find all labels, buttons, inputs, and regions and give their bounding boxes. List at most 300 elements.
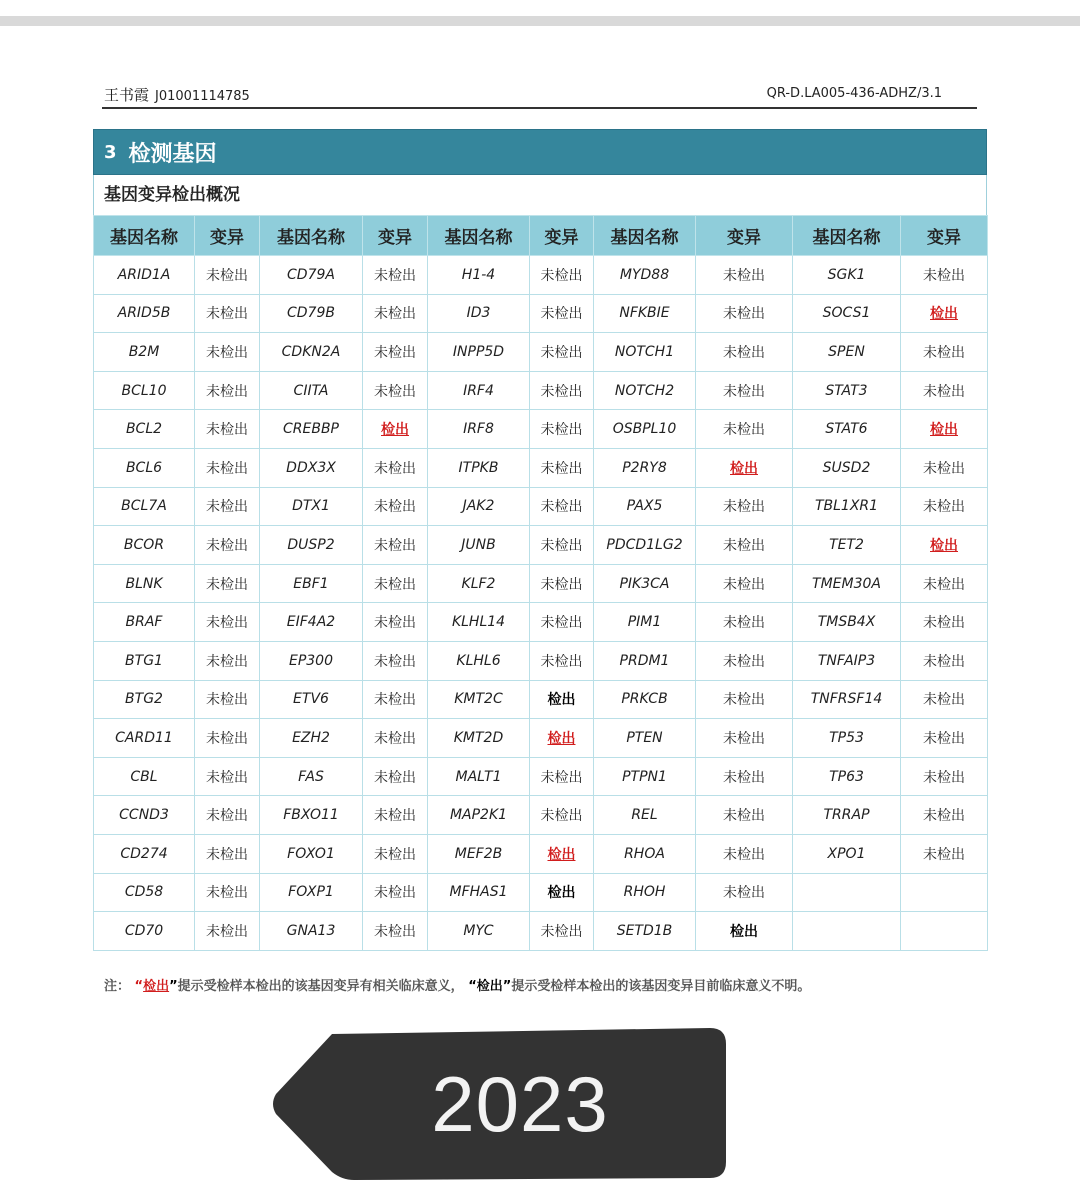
mutation-status: 未检出 [923, 576, 965, 593]
mutation-status: 未检出 [206, 653, 248, 670]
mutation-status-cell [363, 526, 428, 565]
mutation-status-cell [363, 487, 428, 526]
gene-name-cell: BCL6 [94, 448, 195, 487]
gene-name-cell: MALT1 [428, 757, 530, 796]
detected-genes-section [93, 129, 987, 951]
mutation-status: 未检出 [723, 653, 765, 670]
mutation-status: 未检出 [374, 653, 416, 670]
section-title-bar [93, 129, 987, 175]
mutation-status-cell [363, 448, 428, 487]
mutation-status-cell [901, 564, 988, 603]
mutation-status-cell [195, 641, 260, 680]
gene-name-cell: PRKCB [594, 680, 696, 719]
mutation-status-cell [195, 487, 260, 526]
gene-name-cell: NOTCH1 [594, 333, 696, 372]
document-code: QR-D.LA005-436-ADHZ/3.1 [766, 86, 942, 101]
gene-name-cell: TNFAIP3 [793, 641, 901, 680]
col-header-gene: 基因名称 [94, 216, 195, 256]
mutation-status: 未检出 [540, 460, 583, 477]
mutation-status-cell [363, 410, 428, 449]
gene-name-cell: PDCD1LG2 [594, 526, 696, 565]
gene-name-cell: CD274 [94, 834, 195, 873]
mutation-status: 未检出 [206, 808, 248, 825]
mutation-status: 未检出 [206, 383, 248, 400]
gene-name-cell: INPP5D [428, 333, 530, 372]
mutation-status: 未检出 [206, 769, 248, 786]
gene-name-cell: CD58 [94, 873, 195, 912]
mutation-status-cell [530, 448, 594, 487]
mutation-status: 未检出 [206, 692, 248, 709]
mutation-status-cell [696, 680, 793, 719]
mutation-status: 未检出 [923, 730, 965, 747]
mutation-status-cell [696, 641, 793, 680]
gene-name-cell: GNA13 [260, 912, 363, 951]
gene-name-cell: TNFRSF14 [793, 680, 901, 719]
gene-name-cell: PTEN [594, 719, 696, 758]
mutation-status-cell [530, 333, 594, 372]
gene-name-cell: SPEN [793, 333, 901, 372]
mutation-status: 未检出 [923, 344, 965, 361]
mutation-status-cell [696, 294, 793, 333]
mutation-status-cell [530, 294, 594, 333]
gene-name-cell: KMT2C [428, 680, 530, 719]
mutation-status-cell [363, 757, 428, 796]
gene-name-cell: CIITA [260, 371, 363, 410]
mutation-status: 未检出 [374, 460, 416, 477]
gene-name-cell: BTG1 [94, 641, 195, 680]
mutation-status: 未检出 [723, 615, 765, 632]
gene-name-cell: MEF2B [428, 834, 530, 873]
mutation-status: 未检出 [374, 306, 416, 323]
mutation-status-cell [530, 912, 594, 951]
mutation-status-cell [696, 796, 793, 835]
mutation-status-cell [696, 487, 793, 526]
gene-name-cell: FBXO11 [260, 796, 363, 835]
gene-name-cell: XPO1 [793, 834, 901, 873]
mutation-status: 未检出 [540, 808, 583, 825]
mutation-status-cell [195, 526, 260, 565]
gene-name-cell: CCND3 [94, 796, 195, 835]
table-row [94, 448, 988, 487]
section-title: 检测基因 [128, 141, 217, 167]
mutation-status-cell [901, 796, 988, 835]
mutation-status-cell [363, 796, 428, 835]
mutation-status-cell [901, 757, 988, 796]
mutation-status-cell [363, 873, 428, 912]
gene-name-cell: FOXO1 [260, 834, 363, 873]
header-divider [102, 107, 977, 109]
note-black-detected: 检出 [476, 979, 503, 994]
mutation-status: 未检出 [540, 267, 583, 284]
mutation-status-cell [195, 371, 260, 410]
mutation-status: 未检出 [540, 499, 583, 516]
table-row [94, 796, 988, 835]
gene-name-cell: KLHL6 [428, 641, 530, 680]
mutation-status: 未检出 [923, 653, 965, 670]
gene-name-cell: TP53 [793, 719, 901, 758]
gene-name-cell: SUSD2 [793, 448, 901, 487]
gene-name-cell: P2RY8 [594, 448, 696, 487]
gene-name-cell: RHOA [594, 834, 696, 873]
gene-name-cell: IRF8 [428, 410, 530, 449]
mutation-status: 未检出 [723, 730, 765, 747]
col-header-gene: 基因名称 [428, 216, 530, 256]
mutation-status: 未检出 [723, 499, 765, 516]
mutation-status-cell [901, 333, 988, 372]
mutation-status: 未检出 [374, 267, 416, 284]
gene-name-cell: BRAF [94, 603, 195, 642]
gene-name-cell: TRRAP [793, 796, 901, 835]
mutation-status: 未检出 [540, 769, 583, 786]
mutation-status: 未检出 [723, 692, 765, 709]
gene-table-body [94, 256, 988, 951]
mutation-status-cell [901, 371, 988, 410]
mutation-status: 未检出 [923, 460, 965, 477]
mutation-status-cell [363, 680, 428, 719]
mutation-status: 未检出 [374, 344, 416, 361]
mutation-status-cell [901, 448, 988, 487]
table-row [94, 641, 988, 680]
col-header-mutation: 变异 [363, 216, 428, 256]
table-row [94, 564, 988, 603]
gene-name-cell: CD70 [94, 912, 195, 951]
gene-name-cell: PTPN1 [594, 757, 696, 796]
col-header-gene: 基因名称 [594, 216, 696, 256]
gene-name-cell: SETD1B [594, 912, 696, 951]
gene-name-cell: REL [594, 796, 696, 835]
gene-name-cell: ETV6 [260, 680, 363, 719]
mutation-status-cell [363, 834, 428, 873]
mutation-status: 未检出 [723, 808, 765, 825]
mutation-status-cell [195, 796, 260, 835]
table-row [94, 410, 988, 449]
gene-name-cell: STAT6 [793, 410, 901, 449]
mutation-status: 未检出 [206, 306, 248, 323]
gene-name-cell: MYD88 [594, 256, 696, 295]
gene-name-cell: ARID5B [94, 294, 195, 333]
gene-name-cell: BCL10 [94, 371, 195, 410]
mutation-status-cell [901, 680, 988, 719]
mutation-status: 未检出 [374, 923, 416, 940]
mutation-status-cell [696, 448, 793, 487]
mutation-status: 未检出 [540, 344, 583, 361]
mutation-status: 未检出 [723, 885, 765, 902]
gene-name-cell: STAT3 [793, 371, 901, 410]
mutation-status-cell [530, 564, 594, 603]
mutation-status-cell [696, 912, 793, 951]
gene-name-cell: CBL [94, 757, 195, 796]
mutation-status-cell [195, 834, 260, 873]
note-red-detected: 检出 [143, 979, 170, 994]
mutation-status-cell [901, 410, 988, 449]
gene-name-cell: DDX3X [260, 448, 363, 487]
table-row [94, 526, 988, 565]
mutation-status-cell [901, 641, 988, 680]
mutation-status-cell [195, 912, 260, 951]
mutation-status: 未检出 [723, 769, 765, 786]
gene-name-cell: BCL7A [94, 487, 195, 526]
table-row [94, 834, 988, 873]
mutation-status: 未检出 [374, 383, 416, 400]
gene-name-cell: EBF1 [260, 564, 363, 603]
gene-name-cell: PRDM1 [594, 641, 696, 680]
mutation-status: 未检出 [923, 615, 965, 632]
mutation-status-cell [696, 719, 793, 758]
mutation-status-cell [696, 873, 793, 912]
mutation-status-cell [530, 641, 594, 680]
mutation-status-cell [696, 834, 793, 873]
mutation-status-cell [696, 564, 793, 603]
gene-name-cell [793, 912, 901, 951]
mutation-status: 未检出 [540, 923, 583, 940]
table-row [94, 294, 988, 333]
mutation-status: 未检出 [374, 692, 416, 709]
note-quote-close: ” [169, 979, 178, 994]
gene-name-cell: CREBBP [260, 410, 363, 449]
mutation-status: 未检出 [923, 808, 965, 825]
mutation-status: 未检出 [923, 692, 965, 709]
mutation-status-cell [363, 912, 428, 951]
mutation-status-cell [901, 487, 988, 526]
mutation-status: 未检出 [374, 885, 416, 902]
mutation-status: 未检出 [723, 383, 765, 400]
mutation-status-cell [530, 487, 594, 526]
note-prefix: 注： [104, 979, 131, 994]
mutation-status-cell [901, 834, 988, 873]
mutation-status: 未检出 [206, 344, 248, 361]
mutation-status-cell [363, 371, 428, 410]
mutation-status-cell [696, 333, 793, 372]
mutation-status-cell [901, 294, 988, 333]
year-tag [270, 1028, 728, 1180]
mutation-status-cell [195, 333, 260, 372]
mutation-status: 未检出 [374, 576, 416, 593]
mutation-status-cell [530, 410, 594, 449]
mutation-status: 未检出 [374, 499, 416, 516]
mutation-status: 未检出 [206, 422, 248, 439]
gene-name-cell: FAS [260, 757, 363, 796]
mutation-status: 检出 [547, 846, 576, 863]
gene-name-cell: EP300 [260, 641, 363, 680]
mutation-status: 未检出 [206, 923, 248, 940]
mutation-status-cell [530, 603, 594, 642]
col-header-gene: 基因名称 [793, 216, 901, 256]
patient-id: J01001114785 [155, 89, 250, 104]
gene-name-cell: MAP2K1 [428, 796, 530, 835]
mutation-status: 检出 [547, 885, 576, 902]
mutation-status: 未检出 [923, 846, 965, 863]
mutation-status-cell [530, 371, 594, 410]
mutation-status-cell [901, 912, 988, 951]
gene-name-cell: NFKBIE [594, 294, 696, 333]
gene-name-cell: ID3 [428, 294, 530, 333]
mutation-status-cell [530, 796, 594, 835]
mutation-status-cell [530, 834, 594, 873]
mutation-status: 未检出 [540, 653, 583, 670]
mutation-status-cell [195, 680, 260, 719]
table-row [94, 680, 988, 719]
mutation-status: 未检出 [374, 769, 416, 786]
gene-name-cell: EIF4A2 [260, 603, 363, 642]
gene-name-cell: CDKN2A [260, 333, 363, 372]
col-header-mutation: 变异 [696, 216, 793, 256]
mutation-status: 检出 [730, 923, 758, 940]
mutation-status: 未检出 [540, 576, 583, 593]
table-row [94, 256, 988, 295]
mutation-status: 未检出 [923, 499, 965, 516]
gene-name-cell: PAX5 [594, 487, 696, 526]
mutation-status: 未检出 [723, 344, 765, 361]
patient-name: 王书霞 [104, 86, 150, 104]
gene-name-cell: SGK1 [793, 256, 901, 295]
mutation-status-cell [696, 371, 793, 410]
tag-year: 2023 [431, 1059, 609, 1148]
gene-name-cell: EZH2 [260, 719, 363, 758]
mutation-status-cell [195, 410, 260, 449]
mutation-status: 未检出 [206, 615, 248, 632]
mutation-status: 未检出 [374, 846, 416, 863]
mutation-status: 未检出 [540, 537, 583, 554]
gene-name-cell: TP63 [793, 757, 901, 796]
gene-name-cell: DUSP2 [260, 526, 363, 565]
section-subtitle: 基因变异检出概况 [93, 175, 987, 215]
gene-name-cell: JUNB [428, 526, 530, 565]
mutation-status-cell [530, 526, 594, 565]
mutation-status: 未检出 [206, 885, 248, 902]
gene-name-cell: CD79A [260, 256, 363, 295]
mutation-status: 未检出 [723, 846, 765, 863]
patient-header [104, 84, 250, 105]
mutation-status-cell [901, 603, 988, 642]
table-row [94, 603, 988, 642]
gene-name-cell: BLNK [94, 564, 195, 603]
mutation-status: 未检出 [540, 383, 583, 400]
mutation-status: 未检出 [540, 615, 583, 632]
mutation-status: 未检出 [540, 306, 583, 323]
mutation-status: 检出 [930, 422, 958, 439]
mutation-status-cell [195, 294, 260, 333]
gene-name-cell: TET2 [793, 526, 901, 565]
gene-name-cell: TBL1XR1 [793, 487, 901, 526]
mutation-status-cell [363, 641, 428, 680]
table-row [94, 719, 988, 758]
mutation-status-cell [696, 526, 793, 565]
col-header-gene: 基因名称 [260, 216, 363, 256]
gene-name-cell: CARD11 [94, 719, 195, 758]
mutation-status: 未检出 [723, 537, 765, 554]
gene-name-cell: DTX1 [260, 487, 363, 526]
mutation-status: 未检出 [206, 499, 248, 516]
mutation-status-cell [901, 256, 988, 295]
mutation-status: 未检出 [723, 422, 765, 439]
mutation-status: 未检出 [206, 537, 248, 554]
mutation-status: 未检出 [374, 537, 416, 554]
gene-name-cell: JAK2 [428, 487, 530, 526]
gene-name-cell: OSBPL10 [594, 410, 696, 449]
gene-name-cell: TMSB4X [793, 603, 901, 642]
col-header-mutation: 变异 [901, 216, 988, 256]
mutation-status-cell [901, 526, 988, 565]
gene-name-cell: MFHAS1 [428, 873, 530, 912]
mutation-status-cell [901, 719, 988, 758]
table-row [94, 487, 988, 526]
mutation-status-cell [696, 603, 793, 642]
gene-name-cell: CD79B [260, 294, 363, 333]
table-row [94, 873, 988, 912]
table-row [94, 371, 988, 410]
mutation-status-cell [363, 256, 428, 295]
footnote [104, 975, 810, 994]
gene-name-cell: B2M [94, 333, 195, 372]
mutation-status-cell [195, 603, 260, 642]
mutation-status-cell [195, 256, 260, 295]
gene-name-cell: MYC [428, 912, 530, 951]
mutation-status: 未检出 [923, 267, 965, 284]
gene-name-cell: ARID1A [94, 256, 195, 295]
col-header-mutation: 变异 [195, 216, 260, 256]
mutation-status: 未检出 [374, 808, 416, 825]
gene-name-cell [793, 873, 901, 912]
gene-name-cell: FOXP1 [260, 873, 363, 912]
mutation-status: 未检出 [206, 460, 248, 477]
gene-name-cell: PIK3CA [594, 564, 696, 603]
col-header-mutation: 变异 [530, 216, 594, 256]
mutation-status: 未检出 [923, 383, 965, 400]
gene-name-cell: TMEM30A [793, 564, 901, 603]
mutation-status-cell [195, 448, 260, 487]
mutation-status: 未检出 [723, 306, 765, 323]
gene-name-cell: IRF4 [428, 371, 530, 410]
table-row [94, 333, 988, 372]
gene-name-cell: ITPKB [428, 448, 530, 487]
mutation-status: 未检出 [206, 576, 248, 593]
gene-name-cell: BCOR [94, 526, 195, 565]
table-row [94, 757, 988, 796]
mutation-status: 检出 [930, 306, 958, 323]
mutation-status: 检出 [547, 692, 576, 709]
mutation-status-cell [363, 294, 428, 333]
gene-name-cell: H1-4 [428, 256, 530, 295]
mutation-status: 未检出 [206, 267, 248, 284]
note-text-1: 提示受检样本检出的该基因变异有相关临床意义， [177, 979, 464, 994]
mutation-status: 检出 [547, 730, 576, 747]
gene-table [93, 215, 988, 951]
gene-name-cell: KMT2D [428, 719, 530, 758]
note-text-2: 提示受检样本检出的该基因变异目前临床意义不明。 [511, 979, 811, 994]
mutation-status-cell [195, 757, 260, 796]
note-quote-open-2: “ [468, 979, 477, 994]
top-scroll-bar [0, 16, 1080, 26]
mutation-status-cell [195, 564, 260, 603]
mutation-status: 未检出 [923, 769, 965, 786]
mutation-status-cell [195, 873, 260, 912]
mutation-status-cell [363, 719, 428, 758]
mutation-status-cell [530, 873, 594, 912]
mutation-status: 未检出 [723, 267, 765, 284]
mutation-status-cell [696, 256, 793, 295]
mutation-status-cell [363, 564, 428, 603]
mutation-status-cell [530, 719, 594, 758]
mutation-status: 未检出 [206, 846, 248, 863]
mutation-status: 检出 [381, 422, 409, 439]
gene-name-cell: PIM1 [594, 603, 696, 642]
gene-name-cell: BCL2 [94, 410, 195, 449]
mutation-status: 未检出 [206, 730, 248, 747]
table-header-row [94, 216, 988, 256]
gene-name-cell: KLF2 [428, 564, 530, 603]
mutation-status: 未检出 [374, 730, 416, 747]
mutation-status-cell [195, 719, 260, 758]
